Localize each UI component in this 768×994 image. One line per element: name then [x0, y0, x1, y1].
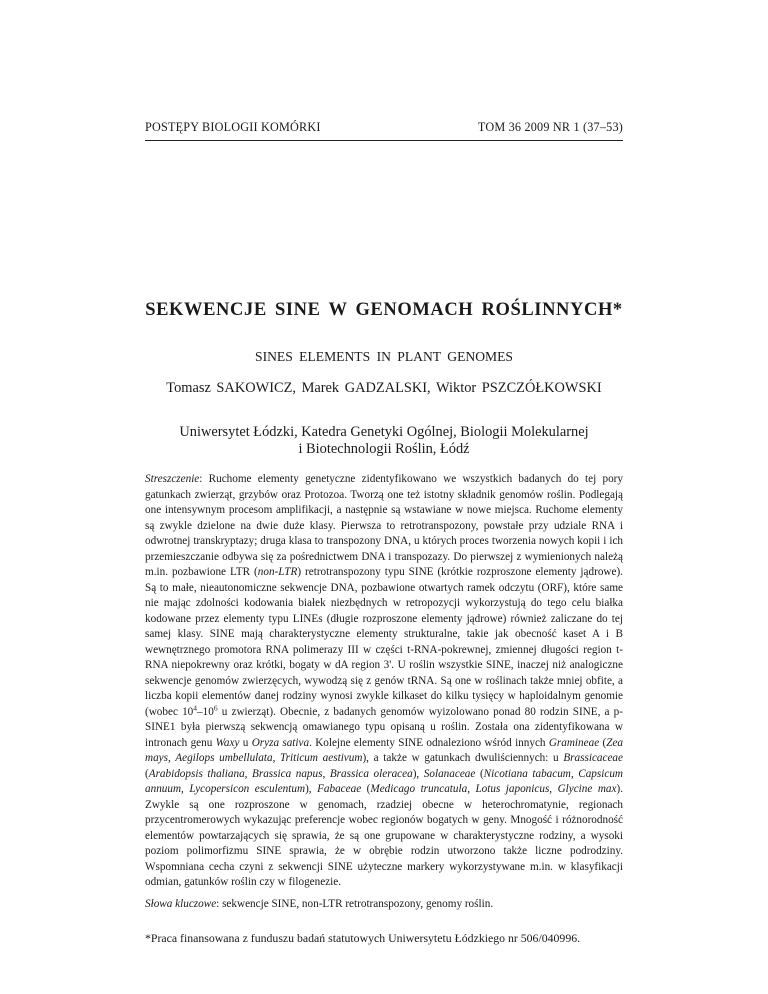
- abstract-text: ), a także w gatunkach dwuliściennych: u: [362, 752, 564, 764]
- abstract-text: . Kolejne elementy SINE odnaleziono wśród innych: [309, 736, 549, 749]
- volume-info: TOM 36 2009 NR 1 (37–53): [477, 120, 623, 134]
- abstract-text: (: [475, 767, 484, 780]
- funding-footnote: *Praca finansowana z funduszu badań statutowych Uniwersytetu Łódzkiego nr 506/040996.: [145, 931, 581, 945]
- running-head: [145, 120, 623, 135]
- abstract-text: ),: [412, 767, 424, 780]
- abstract-text: ) retrotranspozony typu SINE (krótkie rozproszone elementy jądrowe). Są to małe, nieautonomiczne sekwencje DNA, pozbawione otwartych ramek odczytu (ORF), które same nie mając zdolności kodowania białek niezbędnych w retropozycji wykorzystują do tego celu białka kodowane przez elementy typu LINEs (długie rozproszone elementy jądrowe) również zaliczane do tej samej klasy. SINE mają charakterystyczne elementy strukturalne, takie jak obecność kaset A i B wewnętrznego promotora RNA polimerazy III w części t-RNA-pokrewnej, zmiennej długości region t-RNA niepokrewny oraz krótki, bogaty w dA region 3'. U roślin wszystkie SINE, inaczej niż analogiczne sekwencje genomów zwierzęcych, wywodzą się z genów tRNA. Są one w roślinach także mniej obfite, a liczba kopii elementów danej rodziny wynosi zwykle kilkaset do kilku tysięcy w haploidalnym genomie (wobec 10: [145, 566, 623, 718]
- affiliation-line: i Biotechnologii Roślin, Łódź: [298, 441, 470, 458]
- abstract-italic: Arabidopsis thaliana, Brassica napus, Brassica oleracea: [148, 767, 413, 780]
- abstract-italic: Fabaceae: [317, 783, 362, 795]
- abstract-italic: Gramineae: [548, 736, 600, 749]
- journal-name: POSTĘPY BIOLOGII KOMÓRKI: [145, 120, 321, 134]
- abstract-text: u zwierząt). Obecnie, z badanych genomów wyizolowano ponad 80 rodzin SINE, a p-SINE1 była pierwszą sekwencją omawianego typu opisaną u roślin. Została ona zidentyfikowana w intronach genu: [145, 705, 623, 749]
- abstract-italic: Medicago truncatula, Lotus japonicus, Glycine max: [370, 783, 617, 795]
- abstract-italic: Oryza sativa: [251, 736, 310, 749]
- affiliation-line: Uniwersytet Łódzki, Katedra Genetyki Ogólnej, Biologii Molekularnej: [179, 424, 589, 440]
- article-title: SEKWENCJE SINE W GENOMACH ROŚLINNYCH*: [145, 300, 623, 320]
- author-list: Tomasz SAKOWICZ, Marek GADZALSKI, Wiktor PSZCZÓŁKOWSKI: [166, 380, 602, 396]
- abstract-text: (: [145, 767, 149, 780]
- keywords: [145, 898, 623, 910]
- abstract-italic: non-LTR: [257, 566, 298, 578]
- abstract: [145, 472, 623, 891]
- abstract-text: ). Zwykle są one rozproszone w genomach, rzadziej obecne w heterochromatynie, regionach przycentromerowych wykazując preferencje wobec regionów bogatych w geny. Mnogość i różnorodność elementów powtarzających się sprawia, że są one grupowane w charakterystyczne rodziny, a wysoki poziom polimorfizmu SINE sprawia, że w obrębie rodzin utworzono także liczne podrodziny. Wspomniana cecha czyni z sekwencji SINE użyteczne markery wykorzystywane m.in. w klasyfikacji odmian, gatunków roślin czy w filogenezie.: [145, 783, 623, 888]
- abstract-italic: Solanaceae: [423, 767, 476, 780]
- keywords-text: : sekwencje SINE, non-LTR retrotranspozony, genomy roślin.: [216, 898, 494, 910]
- exponent: 4: [193, 702, 198, 712]
- abstract-italic: Nicotiana tabacum, Capsicum annuum, Lycopersicon esculentum: [145, 767, 623, 795]
- abstract-italic: Brassicaceae: [563, 752, 623, 764]
- abstract-text: u: [239, 736, 252, 749]
- abstract-text: ),: [305, 783, 318, 795]
- abstract-italic: Waxy: [215, 736, 240, 749]
- abstract-label: Streszczenie: [145, 473, 200, 485]
- abstract-text: : Ruchome elementy genetyczne zidentyfikowano we wszystkich badanych do tej pory gatunkach zwierząt, grzybów oraz Protozoa. Tworzą one też istotny składnik genomów roślin. Podlegają one intensywnym procesom amplifikacji, a następnie są wstawiane w nowe miejsca. Ruchome elementy są zwykle dzielone na dwie duże klasy. Pierwsza to retrotranspozony, powstałe przy udziale RNA i odwrotnej transkryptazy; druga klasa to transpozony DNA, u których proces tworzenia nowych kopii i ich przemieszczanie odbywa się za pośrednictwem DNA i transpozazy. Do pierwszej z wymienionych należą m.in. pozbawione LTR (: [145, 473, 623, 578]
- abstract-italic: Zea mays, Aegilops umbellulata, Triticum aestivum: [145, 736, 623, 764]
- abstract-text: –10: [197, 705, 214, 718]
- exponent: 6: [213, 702, 218, 712]
- english-title: SINES ELEMENTS IN PLANT GENOMES: [255, 349, 513, 364]
- abstract-text: (: [361, 783, 371, 795]
- abstract-text: (: [599, 736, 607, 749]
- header-rule: [145, 140, 623, 141]
- affiliation: [0, 424, 768, 458]
- keywords-label: Słowa kluczowe: [145, 898, 217, 910]
